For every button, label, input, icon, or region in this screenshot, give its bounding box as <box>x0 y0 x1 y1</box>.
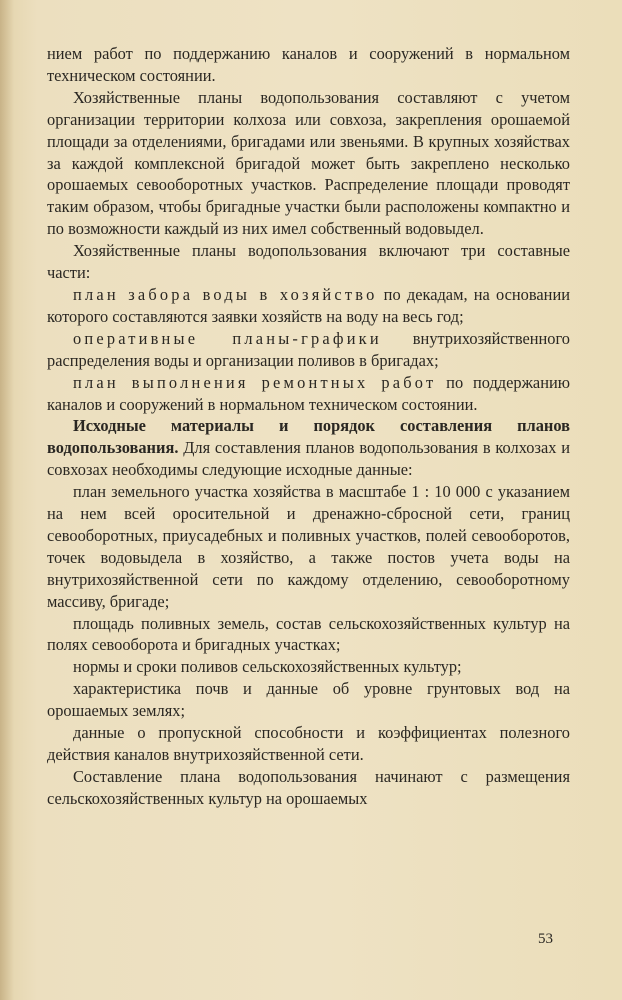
list-item-text: по декадам, на основании которого составляются заявки хозяйств на воду на весь год; <box>47 284 570 326</box>
paragraph-continuation: нием работ по поддержанию каналов и сооружений в нормальном техническом состоянии. <box>47 44 570 85</box>
spaced-term: план выполнения ремонтных работ <box>73 372 437 392</box>
paragraph-plan-parts: Хозяйственные планы водопользования включают три составные части: <box>47 241 570 283</box>
list-item-irrigation-norms: нормы и сроки поливов сельскохозяйственных культур; <box>73 657 462 677</box>
paragraph-economic-plans: Хозяйственные планы водопользования составляют с учетом организации территории колхоза или совхоза, закрепления орошаемой площади за отделениями, бригадами или звеньями. В крупных хозяйствах за каждой комплексной бригадой может быть закреплено несколько орошаемых севооборотных участков. Распределение площади проводят таким образом, чтобы бригадные участки были расположены компактно и по возможности каждый из них имел собственный водовыдел. <box>47 87 570 239</box>
list-item-canal-capacity: данные о пропускной способности и коэффициентах полезного действия каналов внутрихозяйственной сети. <box>47 723 570 764</box>
list-item-soil-characteristics: характеристика почв и данные об уровне грунтовых вод на орошаемых землях; <box>47 679 570 721</box>
spaced-term: план забора воды в хозяйство <box>73 284 378 304</box>
page-fold-shadow <box>0 0 14 1000</box>
body-text <box>47 43 570 810</box>
list-item-text: внутрихозяйственного распределения воды и организации поливов в бригадах; <box>47 328 570 370</box>
paragraph-source-materials <box>47 415 570 481</box>
list-item-water-intake-plan <box>47 284 570 328</box>
list-item-land-plan: план земельного участка хозяйства в масштабе 1 : 10 000 с указанием на нем всей оросительной и дренажно-сбросной сети, границ севооборотных, приусадебных и поливных участков, полей севооборотов, точек водовыдела в хозяйство, а также постов учета воды на внутрихозяйственной сети по каждому отделению, севооборотному массиву, бригаде; <box>47 482 570 611</box>
paragraph-text: Для составления планов водопользования в колхозах и совхозах необходимы следующие исходные данные: <box>47 438 570 480</box>
spaced-term: оперативные планы-графики <box>73 328 382 348</box>
page-number: 53 <box>538 931 553 947</box>
list-item-repair-plan <box>47 372 570 416</box>
section-heading: Исходные материалы и порядок составления планов водопользования. <box>47 416 570 458</box>
list-item-operational-plans <box>47 328 570 372</box>
paragraph-plan-composition: Составление плана водопользования начинают с размещения сельскохозяйственных культур на орошаемых <box>47 766 570 808</box>
list-item-text: по поддержанию каналов и сооружений в нормальном техническом состоянии. <box>47 372 570 414</box>
list-item-irrigated-area: площадь поливных земель, состав сельскохозяйственных культур на полях севооборота и бригадных участках; <box>47 613 570 655</box>
